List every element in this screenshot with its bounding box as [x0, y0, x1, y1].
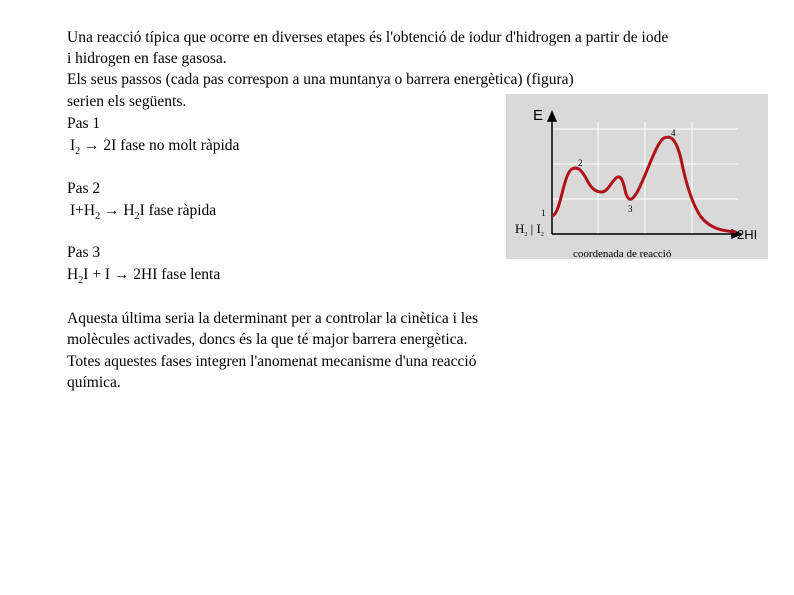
conclusion-line-1: Aquesta última seria la determinant per a controlar la cinètica i les	[67, 310, 479, 327]
step-3-equation	[67, 264, 220, 285]
step-2-eq-sub: 2	[134, 211, 140, 223]
y-axis-label: E	[533, 107, 544, 124]
energy-profile-figure	[506, 94, 768, 259]
step-1-eq-sub: 2	[75, 146, 81, 158]
intro-line-2: i hidrogen en fase gasosa.	[67, 50, 227, 67]
step-3-eq-sub: 2	[78, 275, 84, 287]
start-state-part: | I	[527, 221, 541, 236]
step-1-eq-part: → 2I fase no molt ràpida	[80, 137, 240, 154]
step-1-equation	[70, 135, 239, 156]
step-3-title: Pas 3	[67, 244, 101, 261]
point-label-1: 1	[541, 208, 546, 218]
step-2-title: Pas 2	[67, 180, 101, 197]
step-2-eq-part: → H	[100, 202, 135, 219]
conclusion-line-4: química.	[67, 374, 121, 391]
start-state-label	[515, 221, 544, 238]
step-1-eq-part: I	[70, 137, 76, 154]
conclusion-line-3: Totes aquestes fases integren l'anomenat mecanisme d'una reacció	[67, 353, 477, 370]
x-axis-label: coordenada de reacció	[573, 248, 672, 259]
step-2-equation	[70, 200, 216, 221]
point-label-4: 4	[671, 128, 676, 138]
step-2-eq-part: I fase ràpida	[139, 202, 217, 219]
step-2-eq-sub: 2	[95, 211, 101, 223]
point-label-3: 3	[628, 204, 633, 214]
step-2-eq-part: I+H	[70, 202, 96, 219]
conclusion-line-2: molècules activades, doncs és la que té major barrera energètica.	[67, 331, 468, 348]
start-state-part: H	[515, 221, 525, 236]
start-state-sub: 2	[524, 232, 528, 238]
step-1-title: Pas 1	[67, 115, 101, 132]
step-3-eq-part: I + I → 2HI fase lenta	[83, 266, 221, 283]
step-3-eq-part: H	[67, 266, 79, 283]
point-label-2: 2	[578, 158, 583, 168]
end-state-label: 2HI	[737, 227, 758, 242]
start-state-sub: 2	[540, 232, 544, 238]
intro-line-4: serien els següents.	[67, 93, 187, 110]
intro-line-3: Els seus passos (cada pas correspon a una muntanya o barrera energètica) (figura)	[67, 71, 574, 88]
energy-profile-diagram	[506, 94, 768, 259]
intro-line-1: Una reacció típica que ocorre en diverses etapes és l'obtenció de iodur d'hidrogen a partir de iode	[67, 29, 669, 46]
